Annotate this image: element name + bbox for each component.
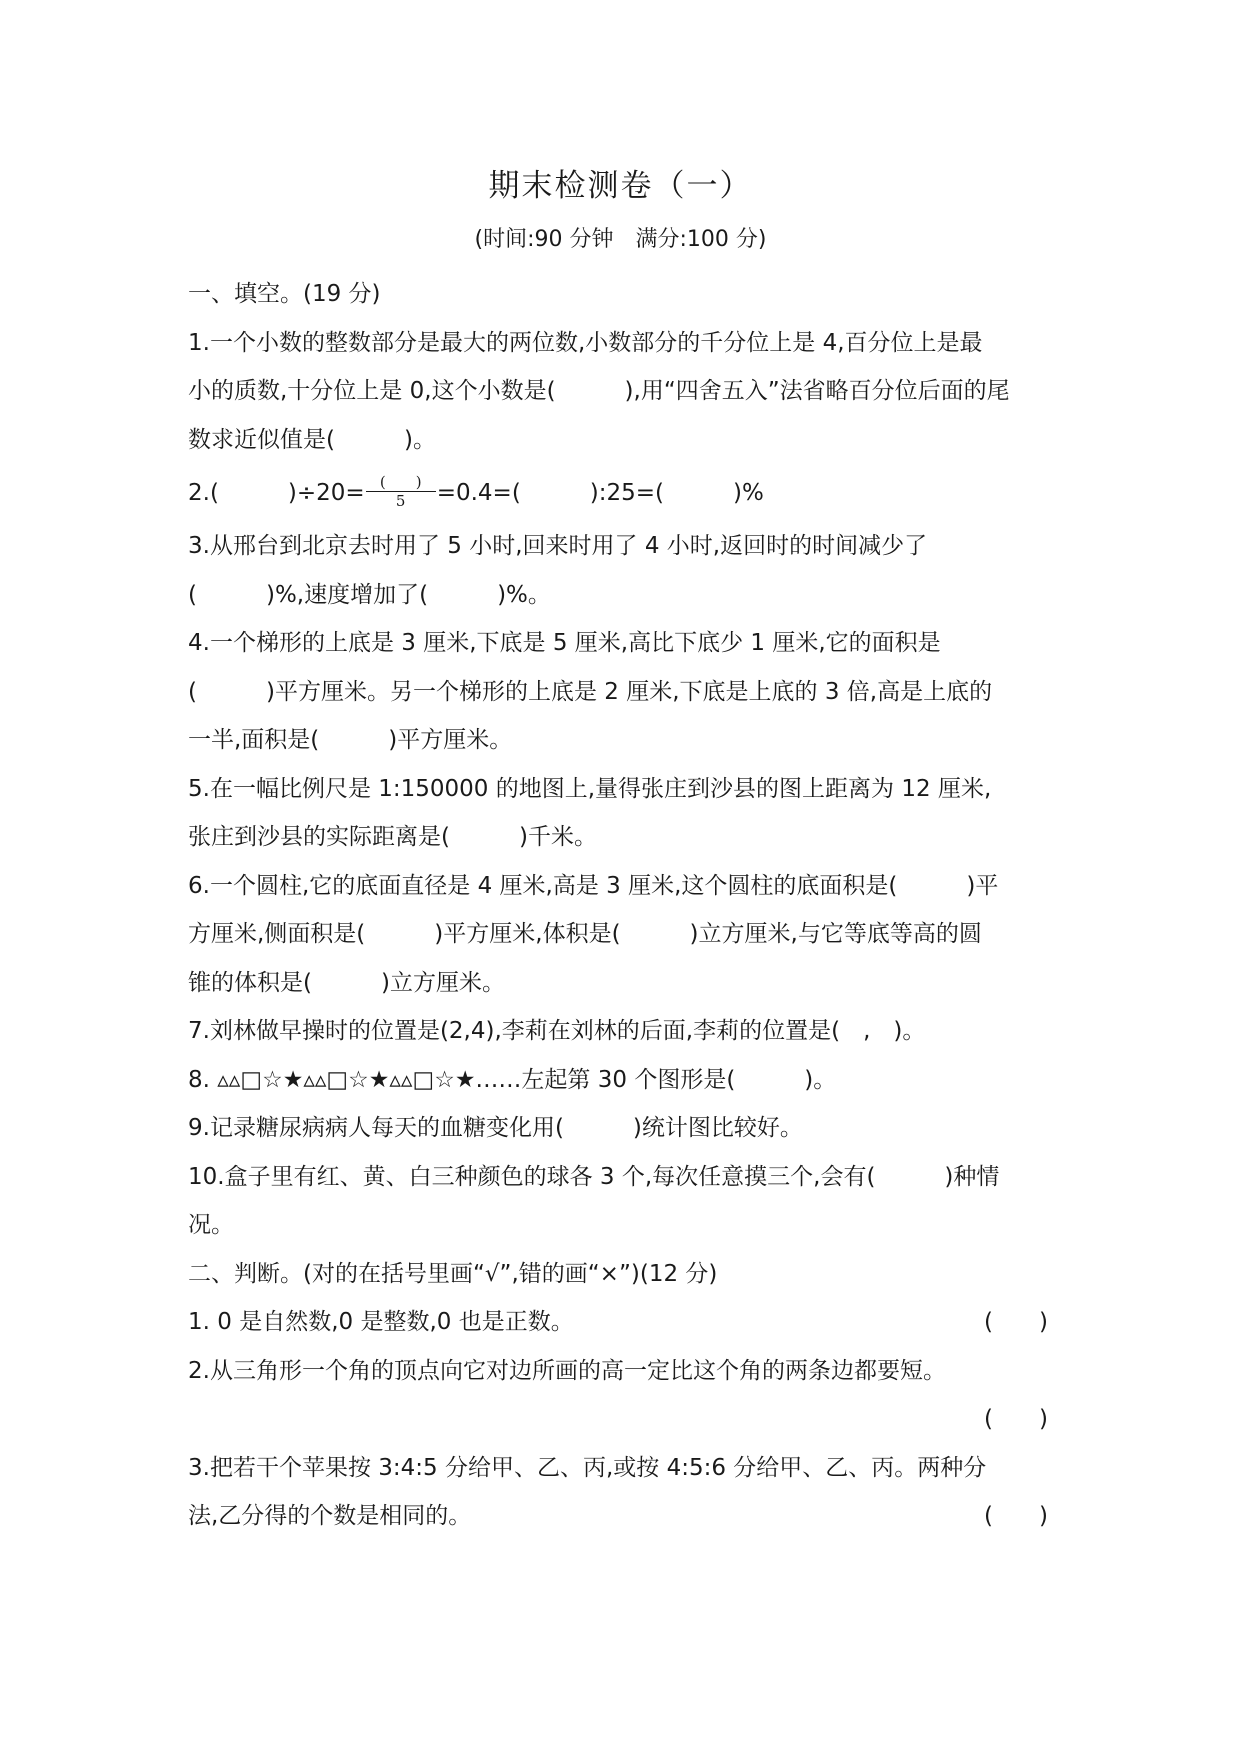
answer-bracket: ( ) bbox=[984, 1309, 1048, 1335]
answer-bracket: ( ) bbox=[984, 1406, 1048, 1432]
question-line: 5.在一幅比例尺是 1:150000 的地图上,量得张庄到沙县的图上距离为 12 厘米, bbox=[188, 775, 992, 802]
question-line: 锥的体积是( )立方厘米。 bbox=[188, 969, 505, 996]
answer-bracket: ( ) bbox=[984, 1503, 1048, 1529]
question-line: 一半,面积是( )平方厘米。 bbox=[188, 727, 513, 753]
question-line: 数求近似值是( )。 bbox=[188, 426, 436, 453]
question-line: 10.盒子里有红、黄、白三种颜色的球各 3 个,每次任意摸三个,会有( )种情 bbox=[188, 1163, 1000, 1190]
question-line: 方厘米,侧面积是( )平方厘米,体积是( )立方厘米,与它等底等高的圆 bbox=[188, 921, 982, 947]
exam-info: (时间:90 分钟 满分:100 分) bbox=[474, 227, 767, 252]
question-line: 1.一个小数的整数部分是最大的两位数,小数部分的千分位上是 4,百分位上是最 bbox=[188, 329, 983, 356]
judgement-text: 1. 0 是自然数,0 是整数,0 也是正数。 bbox=[188, 1309, 574, 1335]
question-2 bbox=[188, 464, 1058, 522]
judgement-text: 法,乙分得的个数是相同的。 bbox=[188, 1503, 472, 1529]
section-heading: 一、填空。(19 分) bbox=[188, 281, 381, 307]
page-title: 期末检测卷（一） bbox=[488, 168, 753, 204]
question-line: 小的质数,十分位上是 0,这个小数是( ),用“四舍五入”法省略百分位后面的尾 bbox=[188, 378, 1010, 404]
question-2-end: =0.4=( ):25=( )% bbox=[436, 480, 764, 506]
question-line: 6.一个圆柱,它的底面直径是 4 厘米,高是 3 厘米,这个圆柱的底面积是( )平 bbox=[188, 872, 999, 899]
question-line: 张庄到沙县的实际距离是( )千米。 bbox=[188, 824, 597, 850]
judgement-1 bbox=[188, 1298, 1058, 1347]
question-line: 况。 bbox=[188, 1212, 234, 1238]
fraction bbox=[366, 473, 436, 510]
question-line: ( )平方厘米。另一个梯形的上底是 2 厘米,下底是上底的 3 倍,高是上底的 bbox=[188, 678, 993, 705]
fraction-numerator: ( ) bbox=[366, 473, 436, 492]
question-line: 7.刘林做早操时的位置是(2,4),李莉在刘林的后面,李莉的位置是( , )。 bbox=[188, 1018, 926, 1044]
judgement-2: 2.从三角形一个角的顶点向它对边所画的高一定比这个角的两条边都要短。 bbox=[188, 1357, 946, 1384]
section-heading: 二、判断。(对的在括号里画“√”,错的画“×”)(12 分) bbox=[188, 1260, 718, 1287]
question-line: 8. ▵▵□☆★▵▵□☆★▵▵□☆★……左起第 30 个图形是( )。 bbox=[188, 1066, 837, 1093]
judgement-3-cont bbox=[188, 1492, 1058, 1541]
question-2-start: 2.( )÷20= bbox=[188, 480, 365, 506]
question-line: 3.从邢台到北京去时用了 5 小时,回来时用了 4 小时,返回时的时间减少了 bbox=[188, 533, 928, 559]
question-line: 4.一个梯形的上底是 3 厘米,下底是 5 厘米,高比下底少 1 厘米,它的面积是 bbox=[188, 630, 941, 656]
question-line: 9.记录糖尿病病人每天的血糖变化用( )统计图比较好。 bbox=[188, 1115, 803, 1141]
question-line: ( )%,速度增加了( )%。 bbox=[188, 581, 551, 608]
judgement-2-answer bbox=[188, 1395, 1058, 1444]
judgement-3: 3.把若干个苹果按 3:4:5 分给甲、乙、丙,或按 4:5:6 分给甲、乙、丙。两种分 bbox=[188, 1454, 987, 1481]
fraction-denominator: 5 bbox=[395, 492, 406, 510]
exam-content bbox=[188, 270, 1058, 1541]
